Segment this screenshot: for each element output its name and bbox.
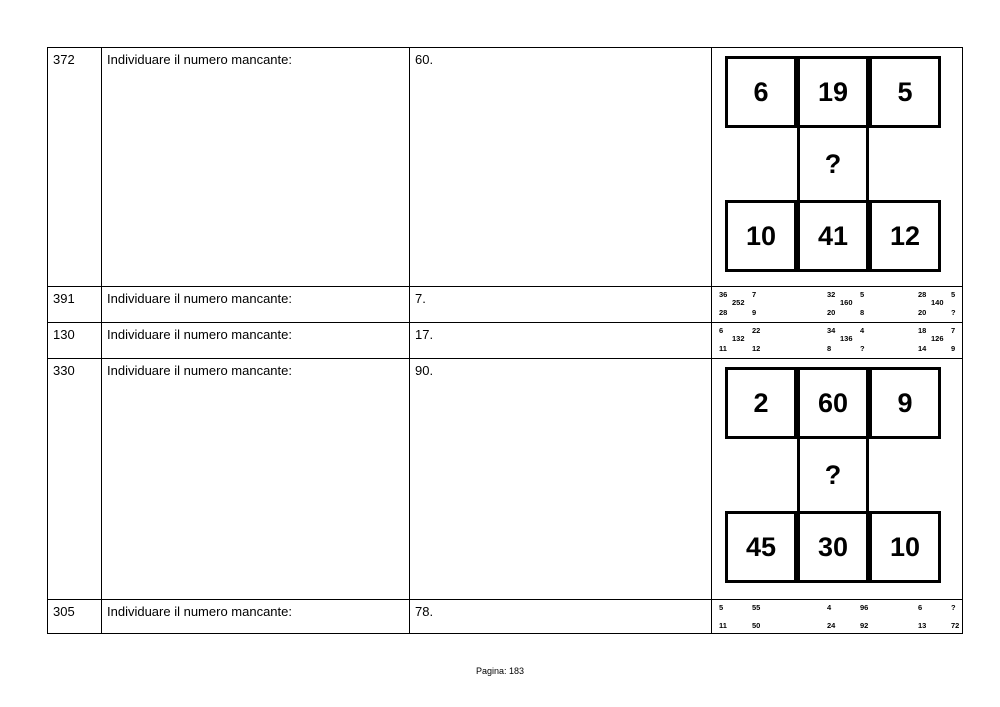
question-id-text: 305: [53, 604, 75, 619]
missing-number: ?: [951, 308, 956, 317]
number: 252: [732, 298, 745, 307]
answer-text: 7.: [415, 291, 426, 306]
number: 7: [752, 290, 757, 299]
missing-number-cell: ?: [797, 128, 869, 200]
question-text: [102, 48, 410, 287]
figure-cell: [712, 48, 963, 287]
answer-cell: [410, 48, 712, 287]
number: 11: [719, 344, 727, 353]
grid-cell: 2: [725, 367, 797, 439]
table-row: [48, 287, 963, 323]
question-id-text: 372: [53, 52, 75, 67]
number: 9: [951, 344, 956, 353]
number-group: [719, 326, 763, 354]
question-label: Individuare il numero mancante:: [107, 327, 292, 342]
answer-text: 78.: [415, 604, 434, 619]
question-id-text: 130: [53, 327, 75, 342]
question-text: [102, 287, 410, 323]
number: 55: [752, 603, 761, 612]
number: 20: [827, 308, 836, 317]
question-label: Individuare il numero mancante:: [107, 291, 292, 306]
number-group: [918, 290, 962, 318]
question-label: Individuare il numero mancante:: [107, 363, 292, 378]
question-id-text: 330: [53, 363, 75, 378]
grid-cell: 30: [797, 511, 869, 583]
number: 6: [918, 603, 923, 612]
figure-cell: [712, 359, 963, 600]
grid-cell: 60: [797, 367, 869, 439]
answer-text: 90.: [415, 363, 434, 378]
number: 8: [827, 344, 832, 353]
grid-cell: 12: [869, 200, 941, 272]
grid-cell: 5: [869, 56, 941, 128]
number: 36: [719, 290, 728, 299]
question-id: [48, 323, 102, 359]
number: 4: [827, 603, 832, 612]
answer-cell: [410, 359, 712, 600]
number-group: [827, 290, 871, 318]
table-row: [48, 600, 963, 634]
number-group: [719, 603, 763, 631]
number: 13: [918, 621, 927, 630]
number: 160: [840, 298, 853, 307]
number-grid-figure: [725, 56, 947, 276]
number: 24: [827, 621, 836, 630]
grid-cell: 19: [797, 56, 869, 128]
missing-number: ?: [860, 344, 865, 353]
number: 28: [719, 308, 728, 317]
question-id: [48, 48, 102, 287]
number: 126: [931, 334, 944, 343]
number-group: [827, 326, 871, 354]
number: 12: [752, 344, 761, 353]
number-group: [918, 603, 962, 631]
number: 4: [860, 326, 865, 335]
grid-cell: 45: [725, 511, 797, 583]
missing-number-cell: ?: [797, 439, 869, 511]
grid-cell: 41: [797, 200, 869, 272]
number: 72: [951, 621, 960, 630]
number: 140: [931, 298, 944, 307]
number: 132: [732, 334, 745, 343]
number-grid-figure: [725, 367, 947, 587]
question-id: [48, 359, 102, 600]
number: 22: [752, 326, 761, 335]
grid-cell: 9: [869, 367, 941, 439]
answer-text: 17.: [415, 327, 434, 342]
number: 5: [719, 603, 724, 612]
number: 7: [951, 326, 956, 335]
question-id: [48, 600, 102, 634]
number: 20: [918, 308, 927, 317]
questions-table: [47, 47, 963, 634]
question-text: [102, 323, 410, 359]
number: 18: [918, 326, 927, 335]
number: 50: [752, 621, 761, 630]
missing-number: ?: [951, 603, 956, 612]
answer-cell: [410, 600, 712, 634]
table-row: [48, 323, 963, 359]
number: 14: [918, 344, 927, 353]
number: 6: [719, 326, 724, 335]
number-group: [918, 326, 962, 354]
number: 32: [827, 290, 836, 299]
question-text: [102, 600, 410, 634]
question-label: Individuare il numero mancante:: [107, 604, 292, 619]
question-id: [48, 287, 102, 323]
table-row: [48, 359, 963, 600]
number: 92: [860, 621, 869, 630]
question-text: [102, 359, 410, 600]
number: 34: [827, 326, 836, 335]
figure-cell: [712, 323, 963, 359]
answer-text: 60.: [415, 52, 434, 67]
grid-cell: 10: [869, 511, 941, 583]
answer-cell: [410, 287, 712, 323]
number: 8: [860, 308, 865, 317]
number: 5: [951, 290, 956, 299]
number: 9: [752, 308, 757, 317]
figure-cell: [712, 287, 963, 323]
number: 28: [918, 290, 927, 299]
figure-cell: [712, 600, 963, 634]
grid-cell: 10: [725, 200, 797, 272]
number: 11: [719, 621, 727, 630]
number: 136: [840, 334, 853, 343]
number: 5: [860, 290, 865, 299]
number-group: [719, 290, 763, 318]
table-row: [48, 48, 963, 287]
question-id-text: 391: [53, 291, 75, 306]
number-group: [827, 603, 871, 631]
page-number: Pagina: 183: [475, 666, 525, 676]
number: 96: [860, 603, 869, 612]
answer-cell: [410, 323, 712, 359]
question-label: Individuare il numero mancante:: [107, 52, 292, 67]
grid-cell: 6: [725, 56, 797, 128]
